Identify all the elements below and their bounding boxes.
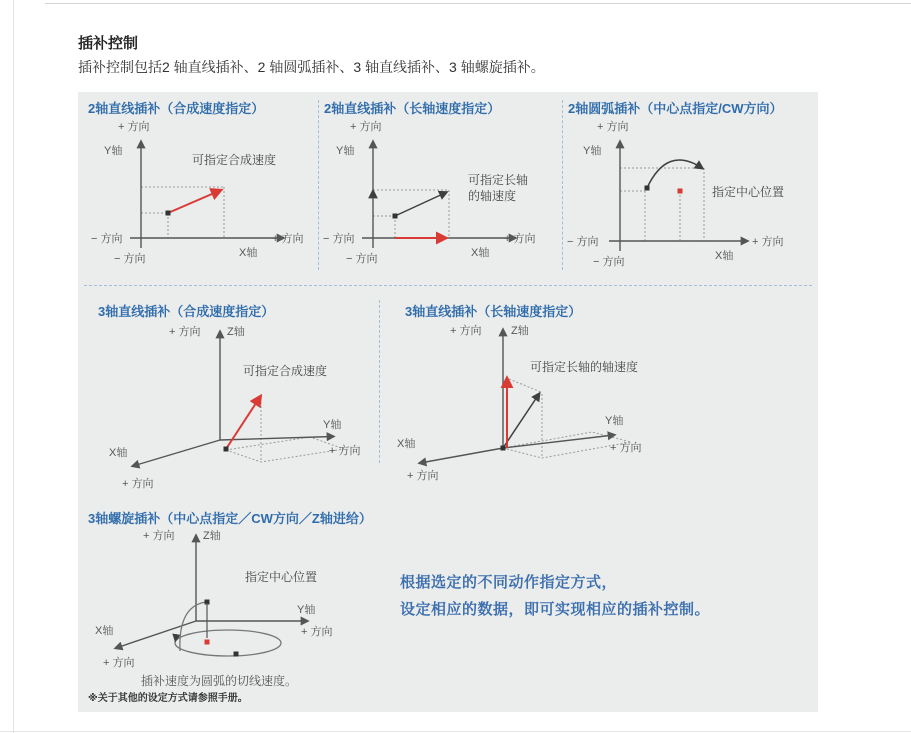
page-description: 插补控制包括2 轴直线插补、2 轴圆弧插补、3 轴直线插补、3 轴螺旋插补。	[78, 59, 545, 75]
diagram-2axis-arc-center	[566, 117, 806, 267]
title-2axis-arc-center: 2轴圆弧插补（中心点指定/CW方向）	[568, 101, 783, 116]
red-interpolation-path	[168, 191, 220, 214]
axis-label-x: X轴	[95, 625, 114, 637]
title-3axis-linear-longaxis: 3轴直线插补（长轴速度指定）	[405, 304, 582, 319]
axis-label-z: Z轴	[511, 325, 529, 337]
diagram-2axis-linear-composite	[90, 117, 310, 267]
axis-label-y: Y轴	[605, 415, 624, 427]
axis-label-y: Y轴	[323, 419, 342, 431]
red-interpolation-path	[226, 397, 260, 449]
axis-label-minus-left: − 方向	[323, 233, 355, 245]
axis-label-y: Y轴	[104, 145, 123, 157]
axis-label-y: Y轴	[297, 604, 316, 616]
column-divider-2	[562, 100, 563, 270]
note-longaxis-line2: 的轴速度	[468, 189, 517, 203]
dashed-guides	[620, 168, 704, 241]
x-axis-line	[116, 621, 196, 648]
axis-label-plus-top: + 方向	[118, 121, 150, 133]
axis-label-minus-bottom: − 方向	[593, 256, 625, 268]
dashed-guides	[373, 190, 449, 238]
axis-label-plus-right: + 方向	[752, 236, 784, 248]
axis-label-plus-right: + 方向	[272, 233, 304, 245]
axis-label-y: Y轴	[336, 145, 355, 157]
note-center-position: 指定中心位置	[245, 570, 318, 584]
title-2axis-linear-longaxis: 2轴直线插补（长轴速度指定）	[324, 101, 501, 116]
y-axis-line	[503, 435, 614, 448]
axis-label-x: X轴	[239, 247, 258, 259]
axis-label-plus-top: + 方向	[597, 121, 629, 133]
page-title: 插补控制	[78, 35, 139, 52]
axis-label-minus-left: − 方向	[567, 236, 599, 248]
helix-circle-path	[175, 630, 281, 656]
axis-label-plus-right: + 方向	[301, 626, 333, 638]
diagram-3axis-linear-composite	[93, 320, 393, 500]
axis-label-plus-right: + 方向	[329, 445, 361, 457]
axis-label-z: Z轴	[227, 326, 245, 338]
note-longaxis-speed: 可指定长轴的轴速度	[530, 360, 639, 374]
y-axis-line	[220, 437, 333, 441]
row-divider	[84, 285, 812, 286]
note-longaxis-line1: 可指定长轴	[468, 173, 529, 187]
title-3axis-linear-composite: 3轴直线插补（合成速度指定）	[98, 304, 275, 319]
path-point	[234, 652, 239, 657]
axis-label-plus-top: + 方向	[450, 325, 482, 337]
diagram-3axis-linear-longaxis	[395, 320, 695, 500]
axis-label-minus-left: − 方向	[91, 233, 123, 245]
axis-label-plus-top: + 方向	[169, 326, 201, 338]
title-2axis-linear-composite: 2轴直线插补（合成速度指定）	[88, 101, 265, 116]
note-composite-speed: 可指定合成速度	[192, 153, 277, 167]
axis-label-x: X轴	[397, 438, 416, 450]
helix-rise-path	[180, 602, 206, 651]
axis-label-plus-right: + 方向	[610, 442, 642, 454]
axis-label-x: X轴	[109, 447, 128, 459]
motion-path-line	[503, 394, 539, 448]
red-center-point	[678, 189, 683, 194]
axis-label-x: X轴	[715, 250, 734, 262]
axis-label-y: Y轴	[583, 145, 602, 157]
summary-statement-line1: 根据选定的不同动作指定方式，	[400, 574, 618, 591]
left-border-line	[13, 0, 14, 733]
axis-label-plus-x: + 方向	[122, 478, 154, 490]
summary-statement-line2: 设定相应的数据，即可实现相应的插补控制。	[400, 601, 711, 618]
summary-statement	[400, 569, 710, 623]
axis-label-minus-bottom: − 方向	[114, 253, 146, 265]
axis-label-minus-bottom: − 方向	[346, 253, 378, 265]
start-point	[393, 214, 398, 219]
start-point	[645, 186, 650, 191]
helical-caption: 插补速度为圆弧的切线速度。	[141, 674, 298, 688]
axis-label-x: X轴	[471, 247, 490, 259]
x-axis-line	[420, 448, 503, 463]
start-point	[224, 447, 229, 452]
axis-label-z: Z轴	[203, 530, 221, 542]
title-3axis-helical: 3轴螺旋插补（中心点指定／CW方向／Z轴进给）	[88, 511, 372, 526]
axis-label-plus-top: + 方向	[350, 121, 382, 133]
diagram-panel	[78, 92, 818, 712]
top-divider	[45, 3, 911, 4]
start-point	[166, 211, 171, 216]
column-divider-1	[318, 100, 319, 270]
arc-path	[647, 160, 702, 188]
bottom-divider	[0, 731, 911, 732]
axis-label-plus-x: + 方向	[407, 470, 439, 482]
start-point	[501, 446, 506, 451]
footnote: ※关于其他的设定方式请参照手册。	[88, 693, 248, 704]
axis-label-plus-right: + 方向	[504, 233, 536, 245]
motion-path-line	[395, 193, 446, 217]
x-axis-line	[133, 440, 220, 466]
axis-label-plus-x: + 方向	[103, 657, 135, 669]
red-center-point	[205, 640, 210, 645]
axis-label-plus-top: + 方向	[143, 530, 175, 542]
diagram-3axis-helical	[93, 522, 403, 707]
diagram-2axis-linear-longaxis	[322, 117, 542, 267]
note-composite-speed: 可指定合成速度	[243, 364, 328, 378]
note-center-position: 指定中心位置	[712, 185, 785, 199]
